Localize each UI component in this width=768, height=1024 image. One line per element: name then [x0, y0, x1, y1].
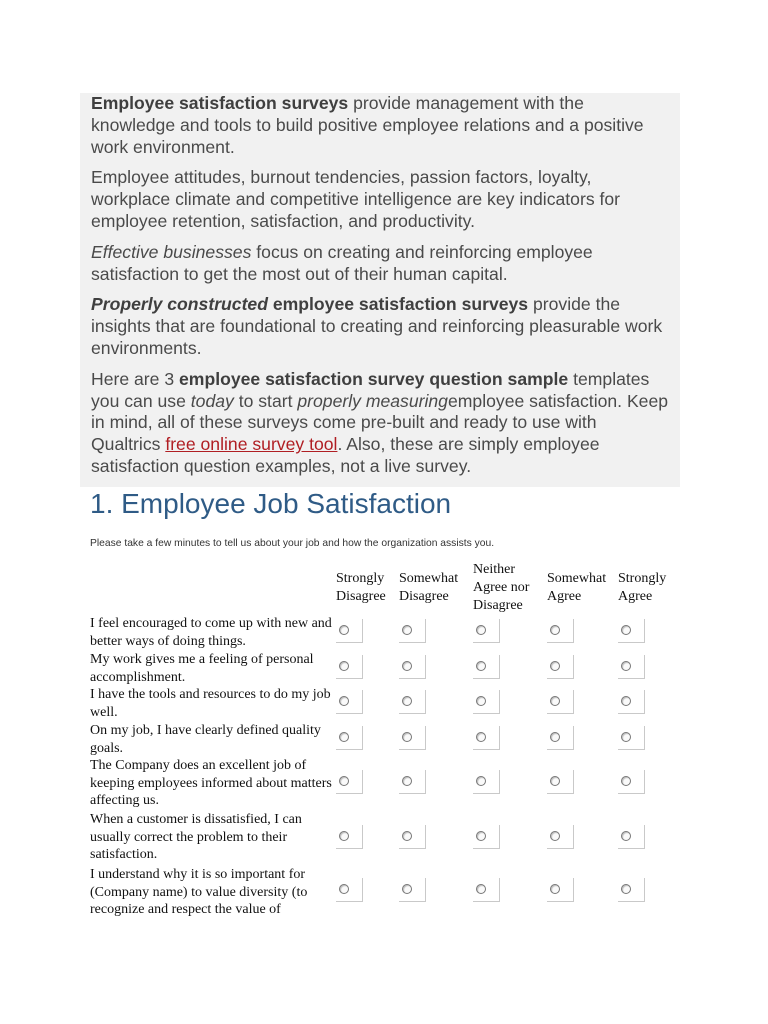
radio-button[interactable]	[550, 625, 560, 635]
radio-button[interactable]	[550, 696, 560, 706]
intro-p1-text: provide management with the knowledge and tools to build positive employee relations and a positive work environment.	[91, 93, 644, 157]
radio-button[interactable]	[402, 661, 412, 671]
rating-cell[interactable]	[618, 726, 645, 750]
rating-cell[interactable]	[473, 878, 500, 902]
scale-header	[473, 561, 529, 615]
radio-button[interactable]	[476, 661, 486, 671]
intro-p3-italic: Effective businesses	[91, 241, 252, 262]
radio-button[interactable]	[402, 732, 412, 742]
radio-button[interactable]	[476, 884, 486, 894]
radio-button[interactable]	[402, 884, 412, 894]
radio-button[interactable]	[621, 625, 631, 635]
radio-button[interactable]	[621, 776, 631, 786]
rating-cell[interactable]	[547, 690, 574, 714]
radio-button[interactable]	[339, 696, 349, 706]
scale-header-line: Somewhat	[399, 571, 459, 586]
radio-button[interactable]	[476, 732, 486, 742]
intro-paragraph-4	[91, 294, 670, 359]
question-text: When a customer is dissatisfied, I can usually correct the problem to their satisfaction.	[90, 812, 302, 862]
rating-cell[interactable]	[547, 878, 574, 902]
section-title: 1. Employee Job Satisfaction	[90, 488, 452, 519]
radio-button[interactable]	[402, 696, 412, 706]
radio-button[interactable]	[339, 625, 349, 635]
scale-header-line: Disagree	[336, 589, 386, 604]
scale-header-line: Disagree	[473, 598, 523, 613]
intro-panel	[80, 93, 680, 487]
rating-cell[interactable]	[336, 726, 363, 750]
rating-cell[interactable]	[547, 770, 574, 794]
radio-button[interactable]	[339, 732, 349, 742]
intro-p4-bold: employee satisfaction surveys	[267, 294, 529, 315]
scale-header-line: Agree nor	[473, 580, 530, 595]
rating-cell[interactable]	[547, 655, 574, 679]
scale-header-line: Strongly	[618, 571, 667, 586]
rating-cell[interactable]	[618, 825, 645, 849]
scale-header-line: Agree	[547, 589, 582, 604]
rating-cell[interactable]	[618, 690, 645, 714]
intro-p5-text-5: . Also, these are simply employee satisfaction question examples, not a live survey.	[91, 434, 600, 476]
scale-header-line: Disagree	[399, 589, 449, 604]
intro-paragraph-1	[91, 93, 670, 158]
rating-cell[interactable]	[473, 726, 500, 750]
section-instruction: Please take a few minutes to tell us about your job and how the organization assists you.	[90, 538, 495, 549]
radio-button[interactable]	[621, 661, 631, 671]
intro-p5-italic-1: today	[190, 390, 234, 411]
rating-cell[interactable]	[473, 770, 500, 794]
rating-cell[interactable]	[399, 690, 426, 714]
scale-header	[336, 570, 386, 606]
intro-paragraph-3	[91, 242, 670, 286]
question-text: My work gives me a feeling of personal accomplishment.	[90, 652, 314, 685]
rating-cell[interactable]	[336, 655, 363, 679]
intro-p5-text-3: to start	[233, 390, 298, 411]
intro-p4-text: provide the insights that are foundational to creating and reinforcing pleasurable work environments.	[91, 294, 663, 358]
rating-cell[interactable]	[399, 878, 426, 902]
radio-button[interactable]	[476, 831, 486, 841]
radio-button[interactable]	[550, 884, 560, 894]
radio-button[interactable]	[339, 776, 349, 786]
intro-p5-text-4: employee satisfaction. Keep in mind, all of these surveys come pre-built and ready to use with Qualtrics	[91, 390, 669, 455]
rating-cell[interactable]	[399, 726, 426, 750]
radio-button[interactable]	[402, 625, 412, 635]
radio-button[interactable]	[339, 884, 349, 894]
radio-button[interactable]	[476, 625, 486, 635]
rating-cell[interactable]	[336, 770, 363, 794]
radio-button[interactable]	[402, 776, 412, 786]
rating-cell[interactable]	[618, 770, 645, 794]
scale-header	[547, 570, 606, 606]
scale-header	[618, 570, 666, 606]
rating-cell[interactable]	[399, 770, 426, 794]
radio-button[interactable]	[621, 696, 631, 706]
rating-cell[interactable]	[618, 619, 645, 643]
radio-button[interactable]	[550, 661, 560, 671]
radio-button[interactable]	[339, 661, 349, 671]
intro-p1-bold: Employee satisfaction surveys	[91, 93, 349, 113]
question-text: I understand why it is so important for (Company name) to value diversity (to recognize and respect the value of	[90, 867, 308, 917]
question-text: The Company does an excellent job of keeping employees informed about matters affecting us.	[90, 758, 332, 808]
radio-button[interactable]	[621, 831, 631, 841]
question-text: On my job, I have clearly defined quality goals.	[90, 723, 321, 756]
intro-p4-bold-italic: Properly constructed	[91, 294, 268, 315]
rating-cell[interactable]	[547, 825, 574, 849]
rating-cell[interactable]	[547, 619, 574, 643]
scale-header-line: Somewhat	[547, 571, 607, 586]
scale-header-line: Neither	[473, 562, 515, 577]
radio-button[interactable]	[621, 732, 631, 742]
radio-button[interactable]	[476, 776, 486, 786]
rating-cell[interactable]	[336, 619, 363, 643]
question-text: I have the tools and resources to do my job well.	[90, 687, 331, 720]
survey-tool-link[interactable]: free online survey tool	[165, 434, 338, 455]
scale-header-line: Agree	[618, 589, 653, 604]
rating-cell[interactable]	[336, 878, 363, 902]
rating-cell[interactable]	[336, 690, 363, 714]
rating-cell[interactable]	[473, 825, 500, 849]
radio-button[interactable]	[339, 831, 349, 841]
radio-button[interactable]	[476, 696, 486, 706]
radio-button[interactable]	[550, 776, 560, 786]
rating-cell[interactable]	[473, 619, 500, 643]
rating-cell[interactable]	[547, 726, 574, 750]
radio-button[interactable]	[550, 831, 560, 841]
intro-paragraph-2: Employee attitudes, burnout tendencies, passion factors, loyalty, workplace climate and competitive intelligence are key indicators for employee retention, satisfaction, and productivity.	[91, 167, 621, 231]
rating-cell[interactable]	[399, 825, 426, 849]
scale-header-line: Strongly	[336, 571, 385, 586]
rating-cell[interactable]	[399, 619, 426, 643]
rating-cell[interactable]	[473, 655, 500, 679]
rating-cell[interactable]	[618, 655, 645, 679]
radio-button[interactable]	[621, 884, 631, 894]
rating-cell[interactable]	[618, 878, 645, 902]
rating-cell[interactable]	[399, 655, 426, 679]
question-text: I feel encouraged to come up with new and better ways of doing things.	[90, 616, 332, 649]
intro-p5-bold: employee satisfaction survey question sample	[179, 368, 569, 389]
radio-button[interactable]	[550, 732, 560, 742]
intro-p3-text: focus on creating and reinforcing employee satisfaction to get the most out of their human capital.	[91, 241, 593, 284]
scale-header	[399, 570, 458, 606]
radio-button[interactable]	[402, 831, 412, 841]
rating-cell[interactable]	[473, 690, 500, 714]
intro-paragraph-5	[91, 369, 670, 478]
intro-p5-text-1: Here are 3	[91, 368, 180, 389]
intro-p5-italic-2: properly measuring	[297, 390, 448, 411]
intro-p5-text-2: templates you can use	[91, 368, 650, 411]
rating-cell[interactable]	[336, 825, 363, 849]
